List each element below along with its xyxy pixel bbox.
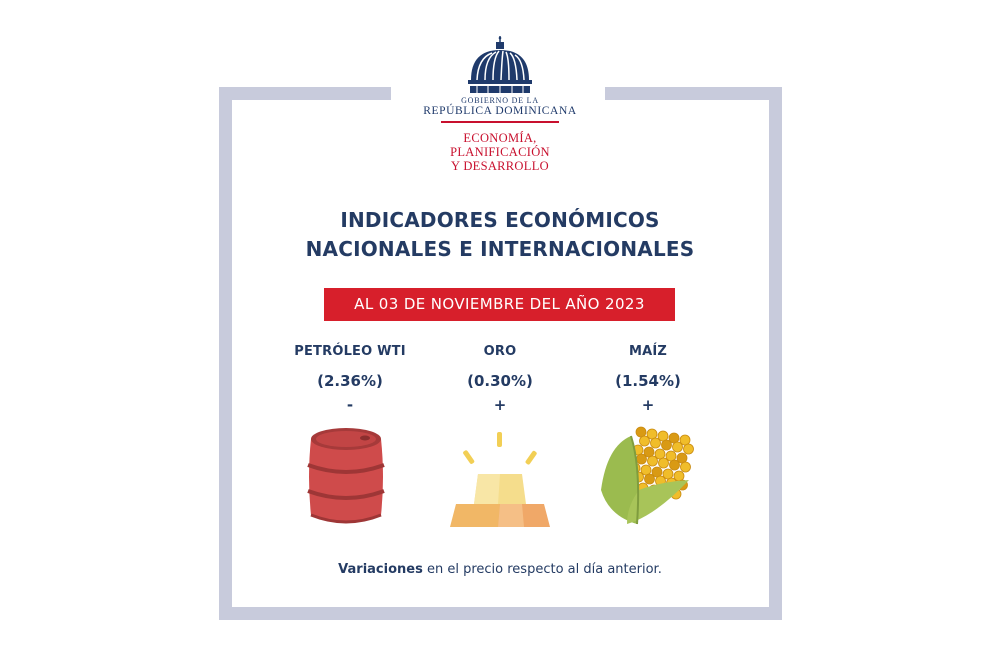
date-banner: AL 03 DE NOVIEMBRE DEL AÑO 2023 <box>324 288 675 321</box>
page-title <box>250 206 750 264</box>
indicator-value: (1.54%) <box>615 372 681 390</box>
indicator-oil <box>270 343 430 414</box>
indicator-name: ORO <box>483 344 517 359</box>
oil-barrel-icon <box>305 425 387 529</box>
footnote-text: en el precio respecto al día anterior. <box>422 562 662 577</box>
republic-label: REPÚBLICA DOMINICANA <box>423 105 577 117</box>
title-line-2: NACIONALES E INTERNACIONALES <box>305 237 695 261</box>
title-line-1: INDICADORES ECONÓMICOS <box>340 208 660 232</box>
indicator-value: (0.30%) <box>467 372 533 390</box>
indicator-name: PETRÓLEO WTI <box>294 344 406 359</box>
indicator-value: (2.36%) <box>317 372 383 390</box>
footnote <box>240 562 760 577</box>
government-logo <box>420 36 580 173</box>
corn-icon <box>597 420 703 530</box>
indicator-name: MAÍZ <box>628 344 668 359</box>
ministry-line-1: ECONOMÍA, PLANIFICACIÓN <box>450 131 550 159</box>
indicator-sign: + <box>493 396 507 414</box>
government-label: GOBIERNO DE LA <box>461 96 539 105</box>
ministry-line-2: Y DESARROLLO <box>451 159 549 173</box>
gold-bars-icon <box>448 432 552 530</box>
dome-icon <box>465 36 535 94</box>
indicator-gold <box>420 343 580 414</box>
logo-divider <box>441 121 559 123</box>
footnote-bold: Variaciones <box>338 562 423 577</box>
indicator-corn <box>568 343 728 414</box>
indicator-sign: + <box>641 396 655 414</box>
indicator-sign: - <box>346 396 354 414</box>
